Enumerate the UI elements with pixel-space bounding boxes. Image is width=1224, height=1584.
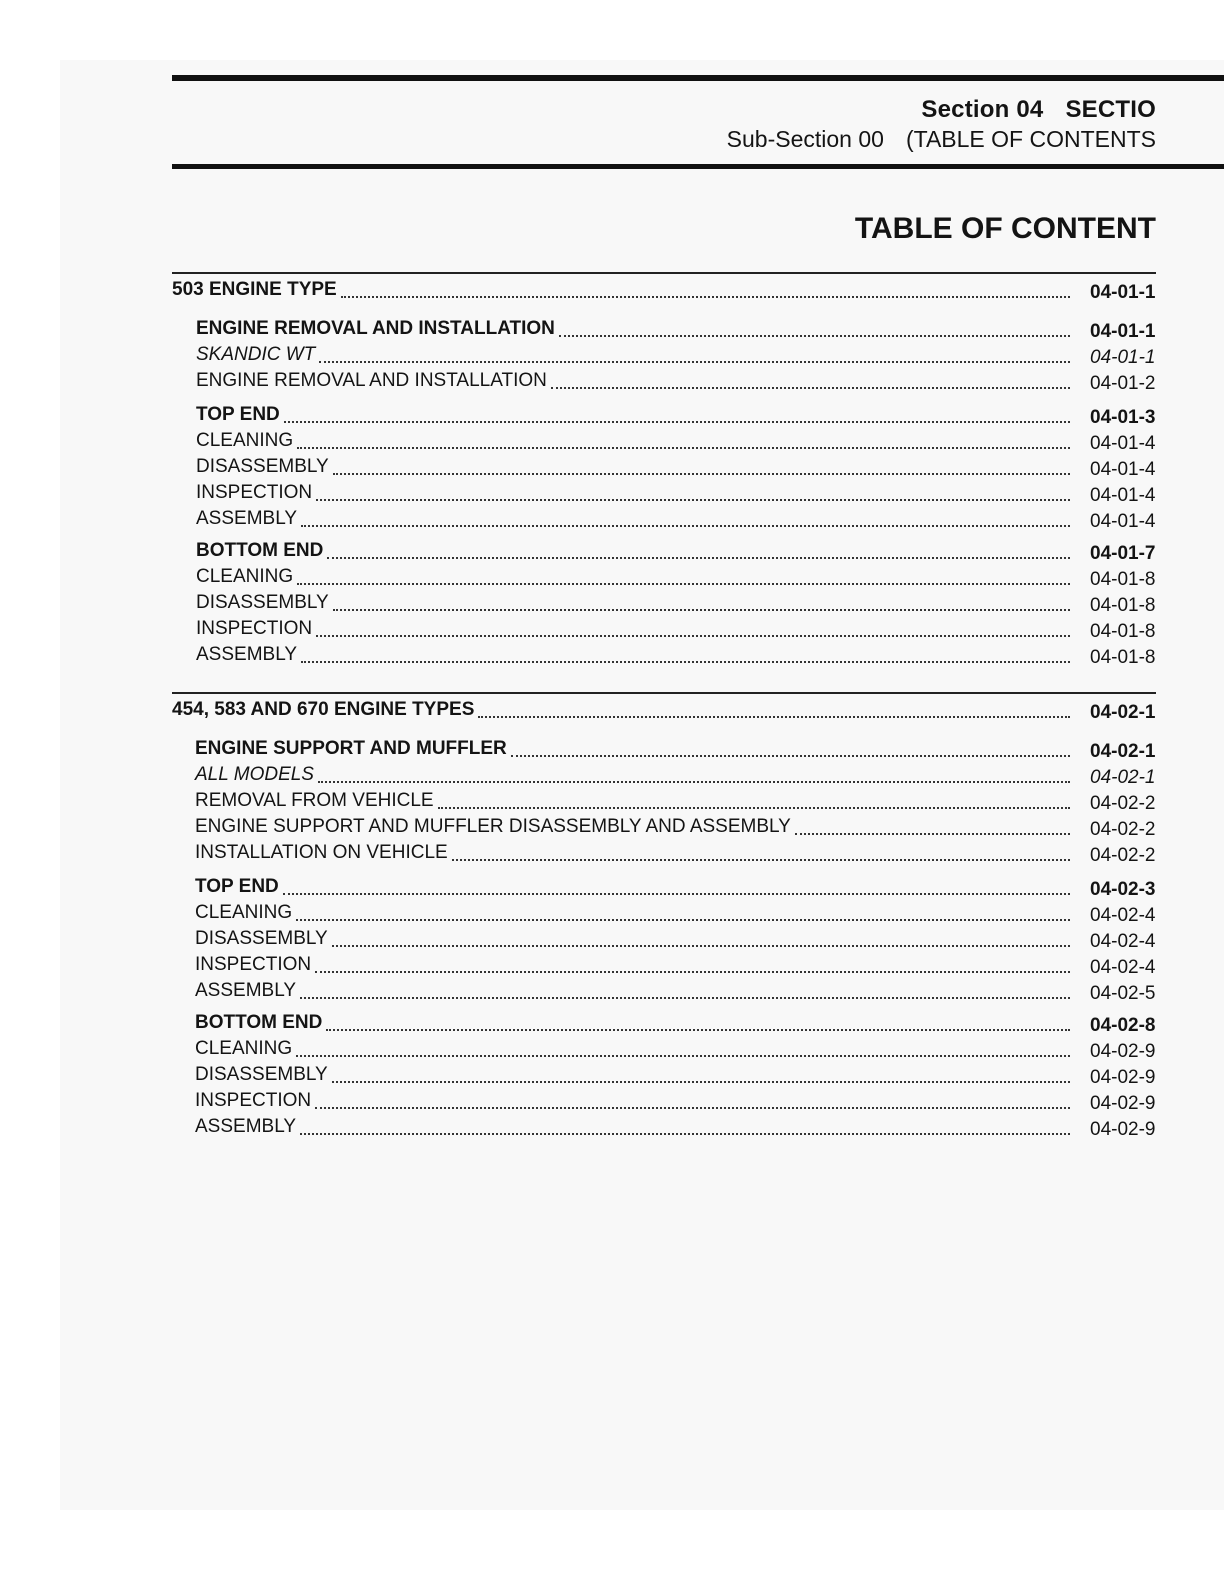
toc-entry[interactable] <box>0 814 1224 840</box>
toc-entry-page: 04-02-1 <box>1090 767 1156 788</box>
subsection-header <box>0 126 1156 153</box>
toc-entry-label: ENGINE SUPPORT AND MUFFLER <box>195 738 507 759</box>
toc-entry-page: 04-02-1 <box>1090 741 1156 762</box>
toc-entry-page: 04-01-8 <box>1090 647 1156 668</box>
toc-heading-label: 454, 583 AND 670 ENGINE TYPES <box>172 699 475 720</box>
toc-entry[interactable] <box>0 590 1224 616</box>
dot-leader <box>318 781 1070 783</box>
section-label: Section 04 <box>921 96 1044 123</box>
toc-entry-label: INSTALLATION ON VEHICLE <box>195 842 448 863</box>
toc-heading[interactable] <box>0 277 1224 303</box>
toc-entry-label: CLEANING <box>196 566 294 587</box>
toc-entry-page: 04-01-4 <box>1090 433 1156 454</box>
toc-entry-page: 04-01-8 <box>1090 595 1156 616</box>
toc-entry[interactable] <box>0 480 1224 506</box>
subsection-label: Sub-Section 00 <box>726 126 884 152</box>
toc-entry-label: TOP END <box>195 876 279 897</box>
toc-entry-label: BOTTOM END <box>195 1012 323 1033</box>
toc-entry-label: INSPECTION <box>196 482 313 503</box>
toc-entry-page: 04-02-9 <box>1090 1093 1156 1114</box>
dot-leader <box>300 997 1070 999</box>
dot-leader <box>301 661 1070 663</box>
toc-entry-label: ENGINE REMOVAL AND INSTALLATION <box>196 370 547 391</box>
toc-entry-page: 04-02-9 <box>1090 1119 1156 1140</box>
dot-leader <box>315 971 1070 973</box>
toc-entry-label: ASSEMBLY <box>196 508 298 529</box>
toc-entry[interactable] <box>0 1114 1224 1140</box>
toc-entry[interactable] <box>0 840 1224 866</box>
toc-entry[interactable] <box>0 316 1224 342</box>
dot-leader <box>296 919 1070 921</box>
toc-entry[interactable] <box>0 1062 1224 1088</box>
section-header <box>0 96 1156 124</box>
dot-leader <box>319 361 1070 363</box>
toc-entry-label: INSPECTION <box>196 618 313 639</box>
toc-entry-label: INSPECTION <box>195 1090 312 1111</box>
section-title: SECTIO <box>1065 96 1156 123</box>
toc-entry-page: 04-01-1 <box>1090 321 1156 342</box>
toc-entry-label: DISASSEMBLY <box>195 928 328 949</box>
toc-entry[interactable] <box>0 1010 1224 1036</box>
dot-leader <box>341 296 1070 298</box>
subsection-title: (TABLE OF CONTENTS <box>905 126 1156 152</box>
toc-entry[interactable] <box>0 1088 1224 1114</box>
toc-entry-page: 04-02-4 <box>1090 905 1156 926</box>
toc-entry-page: 04-01-4 <box>1090 485 1156 506</box>
dot-leader <box>297 447 1070 449</box>
toc-entry-page: 04-02-2 <box>1090 819 1156 840</box>
toc-entry-label: ENGINE REMOVAL AND INSTALLATION <box>196 318 555 339</box>
toc-entry-page: 04-02-9 <box>1090 1041 1156 1062</box>
toc-entry[interactable] <box>0 506 1224 532</box>
toc-entry-page: 04-02-4 <box>1090 957 1156 978</box>
dot-leader <box>316 499 1070 501</box>
toc-entry[interactable] <box>0 564 1224 590</box>
toc-entry-page: 04-02-8 <box>1090 1015 1156 1036</box>
toc-entry-page: 04-01-7 <box>1090 543 1156 564</box>
toc-entry-label: REMOVAL FROM VEHICLE <box>195 790 434 811</box>
toc-entry-page: 04-02-4 <box>1090 931 1156 952</box>
toc-entry-page: 04-02-2 <box>1090 793 1156 814</box>
dot-leader <box>301 525 1070 527</box>
toc-entry-page: 04-01-2 <box>1090 373 1156 394</box>
toc-entry-page: 04-01-4 <box>1090 459 1156 480</box>
toc-entry[interactable] <box>0 978 1224 1004</box>
toc-entry[interactable] <box>0 900 1224 926</box>
toc-heading-page: 04-02-1 <box>1090 702 1156 723</box>
toc-entry[interactable] <box>0 538 1224 564</box>
toc-entry-label: DISASSEMBLY <box>195 1064 328 1085</box>
toc-entry[interactable] <box>0 368 1224 394</box>
toc-entry-label: ASSEMBLY <box>195 980 297 1001</box>
dot-leader <box>438 807 1070 809</box>
dot-leader <box>316 635 1070 637</box>
dot-leader <box>478 716 1070 718</box>
group-separator <box>172 272 1156 274</box>
toc-entry[interactable] <box>0 402 1224 428</box>
toc-entry-label: BOTTOM END <box>196 540 324 561</box>
dot-leader <box>559 335 1070 337</box>
toc-entry-page: 04-01-8 <box>1090 569 1156 590</box>
toc-entry-label: TOP END <box>196 404 280 425</box>
toc-entry[interactable] <box>0 454 1224 480</box>
toc-entry-label: CLEANING <box>195 1038 293 1059</box>
dot-leader <box>327 557 1070 559</box>
dot-leader <box>332 1081 1070 1083</box>
dot-leader <box>283 893 1070 895</box>
toc-heading[interactable] <box>0 697 1224 723</box>
toc-entry-label: CLEANING <box>196 430 294 451</box>
toc-entry-page: 04-02-3 <box>1090 879 1156 900</box>
toc-entry[interactable] <box>0 952 1224 978</box>
toc-heading-page: 04-01-1 <box>1090 282 1156 303</box>
toc-entry[interactable] <box>0 926 1224 952</box>
dot-leader <box>326 1029 1070 1031</box>
toc-entry-label: ASSEMBLY <box>196 644 298 665</box>
toc-entry-label: SKANDIC WT <box>196 344 316 365</box>
toc-entry[interactable] <box>0 428 1224 454</box>
page-title: TABLE OF CONTENT <box>854 212 1156 245</box>
dot-leader <box>333 609 1070 611</box>
toc-entry-page: 04-01-4 <box>1090 511 1156 532</box>
dot-leader <box>296 1055 1070 1057</box>
toc-entry-page: 04-01-3 <box>1090 407 1156 428</box>
toc-entry-label: INSPECTION <box>195 954 312 975</box>
toc-entry[interactable] <box>0 762 1224 788</box>
toc-entry-label: ALL MODELS <box>195 764 314 785</box>
toc-entry-page: 04-02-9 <box>1090 1067 1156 1088</box>
dot-leader <box>333 473 1070 475</box>
toc-entry[interactable] <box>0 736 1224 762</box>
toc-entry-page: 04-01-8 <box>1090 621 1156 642</box>
dot-leader <box>795 833 1070 835</box>
dot-leader <box>297 583 1070 585</box>
dot-leader <box>551 387 1070 389</box>
header-bottom-rule <box>172 164 1224 169</box>
toc-entry-label: ASSEMBLY <box>195 1116 297 1137</box>
toc-entry[interactable] <box>0 874 1224 900</box>
toc-entry[interactable] <box>0 616 1224 642</box>
dot-leader <box>452 859 1070 861</box>
toc-entry-label: DISASSEMBLY <box>196 456 329 477</box>
toc-entry[interactable] <box>0 342 1224 368</box>
toc-entry-label: DISASSEMBLY <box>196 592 329 613</box>
dot-leader <box>284 421 1070 423</box>
toc-entry-page: 04-02-2 <box>1090 845 1156 866</box>
group-separator <box>172 692 1156 694</box>
header-top-rule <box>172 75 1224 81</box>
toc-entry[interactable] <box>0 788 1224 814</box>
toc-entry-label: ENGINE SUPPORT AND MUFFLER DISASSEMBLY AND ASSEMBLY <box>195 816 791 837</box>
toc-entry-page: 04-02-5 <box>1090 983 1156 1004</box>
dot-leader <box>315 1107 1070 1109</box>
toc-entry[interactable] <box>0 1036 1224 1062</box>
toc-entry-page: 04-01-1 <box>1090 347 1156 368</box>
toc-entry-label: CLEANING <box>195 902 293 923</box>
toc-heading-label: 503 ENGINE TYPE <box>172 279 337 300</box>
dot-leader <box>300 1133 1070 1135</box>
dot-leader <box>332 945 1070 947</box>
toc-entry[interactable] <box>0 642 1224 668</box>
dot-leader <box>511 755 1070 757</box>
